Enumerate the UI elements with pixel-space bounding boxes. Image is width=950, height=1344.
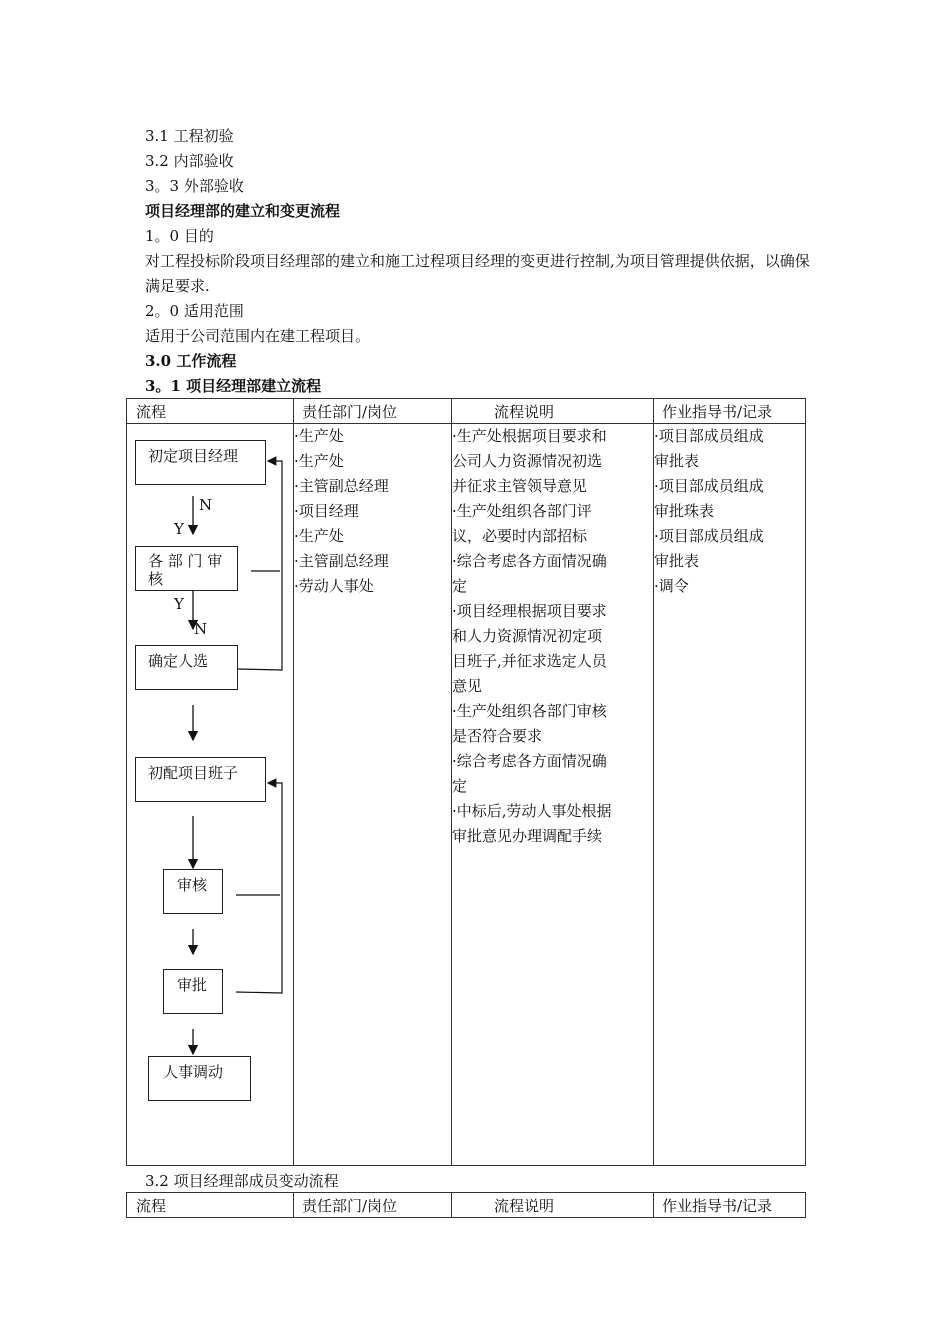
desc-line: 意见 bbox=[452, 677, 483, 695]
scope-paragraph: 适用于公司范围内在建工程项目。 bbox=[145, 327, 371, 345]
flow-box-initial-pm: 初定项目经理 bbox=[135, 440, 266, 485]
table-2-header-row bbox=[127, 1193, 806, 1218]
desc-cell bbox=[452, 424, 654, 1166]
flow-box-team: 初配项目班子 bbox=[135, 757, 266, 802]
desc-line: 定 bbox=[452, 777, 468, 795]
record-line: 审批表 bbox=[654, 552, 700, 570]
flow-box-approve: 审批 bbox=[163, 969, 223, 1014]
record-line: ·项目部成员组成 bbox=[654, 527, 764, 545]
header-dept: 责任部门/岗位 bbox=[294, 399, 452, 424]
dept-item: ·项目经理 bbox=[294, 502, 359, 520]
table-header-row bbox=[127, 399, 806, 424]
flowchart bbox=[127, 424, 293, 1164]
flow-box-review: 审核 bbox=[163, 869, 223, 914]
dept-item: ·劳动人事处 bbox=[294, 577, 374, 595]
header-flow: 流程 bbox=[127, 1193, 294, 1218]
section-3-1: 3。1 项目经理部建立流程 bbox=[145, 377, 322, 395]
dept-item: ·生产处 bbox=[294, 427, 344, 445]
feedback-loop-2 bbox=[236, 783, 282, 993]
desc-line: ·生产处组织各部门审核 bbox=[452, 702, 607, 720]
desc-line: ·生产处根据项目要求和 bbox=[452, 427, 607, 445]
header-record: 作业指导书/记录 bbox=[654, 399, 806, 424]
doc-title: 项目经理部的建立和变更流程 bbox=[145, 202, 341, 220]
section-3: 3.0 工作流程 bbox=[145, 352, 237, 370]
dept-item: ·主管副总经理 bbox=[294, 477, 389, 495]
line-3-3: 3。3 外部验收 bbox=[145, 177, 244, 195]
desc-line: ·综合考虑各方面情况确 bbox=[452, 752, 607, 770]
line-3-2: 3.2 内部验收 bbox=[145, 152, 234, 170]
dept-cell bbox=[294, 424, 452, 1166]
header-flow: 流程 bbox=[127, 399, 294, 424]
desc-line: ·项目经理根据项目要求 bbox=[452, 602, 607, 620]
desc-line: ·综合考虑各方面情况确 bbox=[452, 552, 607, 570]
section-2: 2。0 适用范围 bbox=[145, 302, 244, 320]
desc-line: 并征求主管领导意见 bbox=[452, 477, 588, 495]
header-dept: 责任部门/岗位 bbox=[294, 1193, 452, 1218]
desc-line: 是否符合要求 bbox=[452, 727, 543, 745]
flow-box-dept-review: 各 部 门 审 核 bbox=[135, 546, 238, 591]
dept-item: ·生产处 bbox=[294, 527, 344, 545]
record-cell bbox=[654, 424, 806, 1166]
label-y-2: Y bbox=[174, 595, 184, 613]
record-line: 审批表 bbox=[654, 452, 700, 470]
header-desc: 流程说明 bbox=[452, 399, 654, 424]
feedback-loop-1 bbox=[237, 461, 282, 670]
desc-line: 定 bbox=[452, 577, 468, 595]
label-y-1: Y bbox=[174, 520, 184, 538]
desc-line: ·中标后,劳动人事处根据 bbox=[452, 802, 612, 820]
header-record: 作业指导书/记录 bbox=[654, 1193, 806, 1218]
section-1: 1。0 目的 bbox=[145, 227, 214, 245]
flow-box-confirm: 确定人选 bbox=[135, 645, 238, 690]
record-line: ·项目部成员组成 bbox=[654, 477, 764, 495]
desc-line: 公司人力资源情况初选 bbox=[452, 452, 603, 470]
label-n-1: N bbox=[199, 496, 213, 514]
flow-box-transfer: 人事调动 bbox=[148, 1056, 251, 1101]
section-3-2: 3.2 项目经理部成员变动流程 bbox=[145, 1172, 339, 1190]
flowchart-cell bbox=[127, 424, 294, 1166]
desc-line: 审批意见办理调配手续 bbox=[452, 827, 603, 845]
header-desc: 流程说明 bbox=[452, 1193, 654, 1218]
desc-line: ·生产处组织各部门评 bbox=[452, 502, 592, 520]
label-n-2: N bbox=[194, 620, 208, 638]
purpose-paragraph: 对工程投标阶段项目经理部的建立和施工过程项目经理的变更进行控制,为项目管理提供依据，以确保满足要求. bbox=[145, 252, 810, 295]
record-line: ·调令 bbox=[654, 577, 689, 595]
line-3-1: 3.1 工程初验 bbox=[145, 127, 234, 145]
dept-item: ·生产处 bbox=[294, 452, 344, 470]
table-body-row bbox=[127, 424, 806, 1166]
desc-line: 和人力资源情况初定项 bbox=[452, 627, 603, 645]
record-line: 审批珠表 bbox=[654, 502, 715, 520]
record-line: ·项目部成员组成 bbox=[654, 427, 764, 445]
process-table bbox=[126, 398, 806, 1166]
desc-line: 议，必要时内部招标 bbox=[452, 527, 588, 545]
desc-line: 目班子,并征求选定人员 bbox=[452, 652, 607, 670]
process-table-2 bbox=[126, 1192, 806, 1218]
dept-item: ·主管副总经理 bbox=[294, 552, 389, 570]
